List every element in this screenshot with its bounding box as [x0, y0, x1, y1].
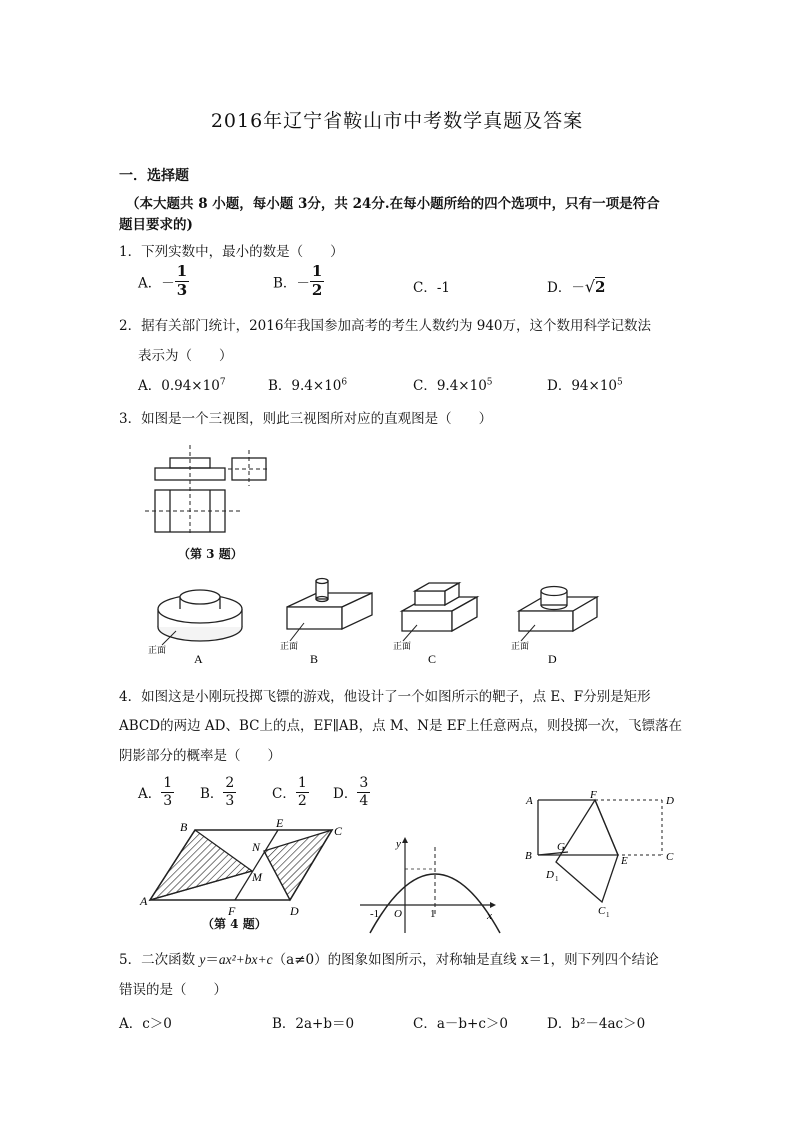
- q4-a-den: 3: [163, 792, 173, 809]
- y-axis-label: y: [396, 838, 401, 850]
- q2-stem-1: 2．据有关部门统计，2016年我国参加高考的考生人数约为 940万，这个数用科学记数法: [119, 318, 652, 334]
- q2-option-b: [268, 374, 347, 394]
- cylinder-top: [316, 579, 328, 584]
- q5-option-d: D．b²－4ac＞0: [547, 1016, 646, 1032]
- section-heading: 一．选择题: [119, 168, 189, 184]
- block-front: [287, 607, 342, 629]
- q5-option-a: A．c＞0: [119, 1016, 172, 1032]
- point-d-label: D: [290, 904, 299, 918]
- q1-b-label: B．－: [273, 275, 310, 292]
- q5-option-b: B．2a+b＝0: [272, 1016, 355, 1032]
- q2-option-a: [138, 374, 226, 394]
- q3-option-b-figure: [280, 585, 392, 666]
- q1-a-num: 1: [176, 262, 188, 280]
- shaded-triangle-right: [264, 830, 332, 900]
- q1-d-radicand: 2: [595, 278, 606, 296]
- q2-b-exp: 6: [341, 377, 348, 388]
- option-label-c: C: [428, 652, 437, 666]
- shaded-triangle-left: [150, 830, 252, 900]
- q2-option-c: [413, 374, 493, 394]
- q4-a-num: 1: [163, 775, 173, 791]
- origin-label: O: [394, 908, 402, 920]
- fold-label-d1-sub: 1: [555, 875, 559, 883]
- q1-a-den: 3: [176, 280, 188, 299]
- q4-c-fraction: [296, 776, 309, 808]
- q2-a-text: A．0.94×10: [138, 378, 220, 394]
- q3-option-c-figure: [393, 585, 507, 666]
- q1-a-fraction: [175, 264, 189, 299]
- base-front: [519, 611, 573, 631]
- q4-c-num: 1: [297, 775, 307, 791]
- q1-b-num: 1: [311, 262, 323, 280]
- front-label-a: 正面: [148, 645, 167, 655]
- q4-d-fraction: [357, 776, 370, 808]
- q5-stem-y: y: [199, 952, 206, 967]
- fold-label-c1: C: [598, 905, 606, 917]
- q3-three-view-figure: [140, 440, 260, 540]
- fold-label-c1-sub: 1: [606, 911, 610, 919]
- q3-option-d-figure: [511, 585, 625, 666]
- q2-a-exp: 7: [219, 377, 226, 388]
- q2-option-d: [547, 374, 623, 394]
- point-a-label: A: [140, 894, 148, 908]
- q4-d-label: D．: [333, 786, 358, 803]
- section-instruction-2: 题目要求的): [119, 217, 193, 233]
- q5-stem-cond: （a≠0）的图象如图所示，对称轴是直线 x＝1，则下列四个结论: [272, 952, 659, 968]
- q3-stem: 3．如图是一个三视图，则此三视图所对应的直观图是（ ）: [119, 411, 493, 427]
- q4-target-figure: [140, 815, 350, 925]
- q2-c-text: C．9.4×10: [413, 378, 487, 394]
- fold-label-d: D: [666, 795, 674, 807]
- fold-label-f: F: [590, 789, 597, 801]
- front-label-c: 正面: [393, 641, 412, 651]
- q4-c-den: 2: [297, 792, 307, 809]
- q2-stem-2: 表示为（ ）: [138, 348, 233, 364]
- fold-label-e: E: [621, 855, 628, 867]
- q4-c-label: C．: [272, 786, 296, 803]
- q4-stem-2: ABCD的两边 AD、BC上的点，EF∥AB，点 M、N是 EF上任意两点，则投掷一次，飞镖落在: [119, 718, 683, 734]
- q2-c-exp: 5: [486, 377, 493, 388]
- tick-neg1-label: -1: [370, 908, 380, 920]
- q4-option-b: [200, 776, 236, 808]
- option-label-b: B: [310, 652, 319, 666]
- fold-label-c: C: [666, 851, 674, 863]
- x-axis-label: x: [487, 910, 492, 922]
- q1-a-label: A．－: [138, 275, 175, 292]
- fold-label-b: B: [525, 850, 532, 862]
- fold-label-a: A: [526, 795, 533, 807]
- q1-option-c: C．-1: [413, 280, 450, 296]
- q2-d-exp: 5: [617, 377, 623, 388]
- cylinder-top: [541, 587, 567, 596]
- sqrt-sign-icon: √: [584, 277, 596, 296]
- q4-option-c: [272, 776, 309, 808]
- q4-b-label: B．: [200, 786, 224, 803]
- q1-b-fraction: [310, 264, 324, 299]
- q4-stem-1: 4．如图这是小刚玩投掷飞镖的游戏，他设计了一个如图所示的靶子，点 E、F分别是矩形: [119, 689, 651, 705]
- q4-b-den: 3: [225, 792, 235, 809]
- cube-front: [415, 591, 445, 605]
- q5-option-c: C．a－b+c＞0: [413, 1016, 508, 1032]
- q2-d-text: D．94×10: [547, 378, 617, 394]
- q4-a-fraction: [161, 776, 174, 808]
- q4-option-d: [333, 776, 370, 808]
- q5-stem-2: 错误的是（ ）: [119, 982, 227, 998]
- option-label-a: A: [194, 652, 203, 666]
- point-b-label: B: [180, 820, 188, 834]
- front-label-b: 正面: [280, 641, 299, 651]
- q2-b-text: B．9.4×10: [268, 378, 342, 394]
- fold-label-g: G: [557, 841, 565, 853]
- q1-option-a: [138, 264, 189, 299]
- option-label-d: D: [548, 652, 557, 666]
- point-c-label: C: [334, 824, 343, 838]
- front-label-d: 正面: [511, 641, 530, 651]
- q4-caption: （第 4 题）: [202, 917, 267, 931]
- point-e-label: E: [276, 816, 284, 830]
- q4-option-a: [138, 776, 174, 808]
- top-disk-top: [180, 590, 220, 604]
- y-axis-arrow-icon: [402, 837, 408, 843]
- folded-part: [556, 800, 618, 902]
- q1-d-label: D．－: [547, 280, 585, 296]
- q1-option-d: [547, 276, 605, 296]
- q5-parabola-figure: [360, 835, 500, 935]
- q4-d-num: 3: [359, 775, 369, 791]
- x-axis-arrow-icon: [490, 902, 496, 908]
- q5-stem-1: [119, 948, 659, 968]
- q4-b-num: 2: [225, 775, 235, 791]
- section-instruction-1: （本大题共 8 小题，每小题 3分，共 24分.在每小题所给的四个选项中，只有一项是符合: [126, 196, 660, 212]
- fold-label-d1: D: [546, 869, 554, 881]
- q4-b-fraction: [223, 776, 236, 808]
- q1-stem: 1．下列实数中，最小的数是（ ）: [119, 244, 344, 260]
- point-m-label: M: [252, 870, 262, 884]
- q3-option-a-figure: [148, 585, 250, 666]
- q5-stem-expr: ax²+bx+c: [218, 952, 273, 967]
- q1-option-b: [273, 264, 324, 299]
- q4-a-label: A．: [138, 786, 162, 803]
- base-front: [402, 611, 452, 631]
- q4-d-den: 4: [359, 792, 369, 809]
- q5-stem-eq: ＝: [205, 952, 219, 968]
- q3-caption: （第 3 题）: [178, 547, 243, 561]
- q1-b-den: 2: [311, 280, 323, 299]
- q4-stem-3: 阴影部分的概率是（ ）: [119, 748, 281, 764]
- q5-stem-prefix: 5．二次函数: [119, 952, 200, 968]
- page-title: 2016年辽宁省鞍山市中考数学真题及答案: [210, 110, 584, 132]
- point-f-label: F: [228, 904, 236, 918]
- fold-figure: [520, 790, 690, 920]
- point-n-label: N: [252, 840, 261, 854]
- tick-1-label: 1: [430, 908, 436, 920]
